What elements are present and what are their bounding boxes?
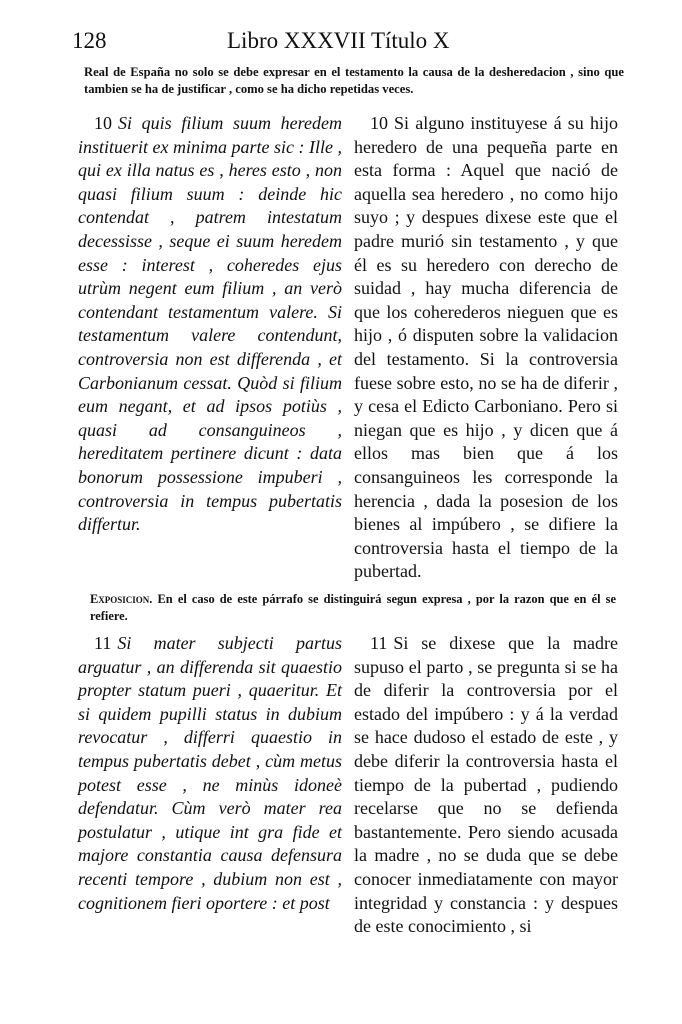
section-10-spanish-paragraph xyxy=(354,112,618,584)
page-header xyxy=(72,28,620,58)
section-10-latin-paragraph xyxy=(78,112,342,537)
section-10-number-latin: 10 xyxy=(94,113,112,133)
page-number: 128 xyxy=(72,28,107,53)
section-10-number-spanish: 10 xyxy=(370,113,388,133)
section-10-spanish-text: Si alguno instituyese á su hijo heredero de una pequeña parte en esta forma : Aquel que nació de aquella sea heredero , no como hijo suyo ; y despues dixese este que el padre murió sin testamento , y que él es su heredero con derecho de suidad , hay mucha diferencia de que los coherederos nieguen que es hijo , ó disputen sobre la validacion del testamento. Si la controversia fuese sobre esto, no se ha de diferir , y cesa el Edicto Carboniano. Pero si niegan que es hijo , y dicen que á ellos mas bien que á los consanguineos les corresponde la herencia , dada la posesion de los bienes al impúbero , se difiere la controversia hasta el tiempo de la pubertad. xyxy=(354,113,618,582)
section-10-spanish xyxy=(354,112,618,584)
exposicion-label: Exposicion. xyxy=(90,592,153,606)
running-title: Libro XXXVII Título X xyxy=(227,28,450,53)
section-11-number-latin: 11 xyxy=(94,633,112,653)
section-11-latin-paragraph xyxy=(78,632,342,915)
section-11-latin-text: Si mater subjecti partus arguatur , an differenda sit quaestio propter statum pueri , quaeritur. Et si quidem pupilli status in dubium revocatur , differri quaestio in tempus pubertatis debet , cùm metus potest esse , ne minùs idoneè defendatur. Cùm verò mater rea postulatur , utique int gra fide et majore constantia causa defensura recenti tempore , dubium non est , cognitionem fieri oportere : et post xyxy=(78,633,342,913)
section-11-spanish-text: Si se dixese que la madre supuso el parto , se pregunta si se ha de diferir la controversia por el estado del impúbero : y á la verdad se hace dudoso el estado de este , y debe diferir la controversia hasta el tiempo de la pubertad , pudiendo recelarse que no se defienda bastantemente. Pero siendo acusada la madre , no se duda que se debe conocer inmediatamente con mayor integridad y constancia : y despues de este conocimiento , si xyxy=(354,633,618,937)
section-10-latin xyxy=(78,112,342,537)
exposicion-note xyxy=(90,591,616,625)
section-11-spanish-paragraph xyxy=(354,632,618,939)
exposicion-text: En el caso de este párrafo se distinguirá segun expresa , por la razon que en él se refiere. xyxy=(90,592,616,623)
section-10-latin-text: Si quis filium suum heredem instituerit ex minima parte sic : Ille , qui ex illa natus es , heres esto , non quasi filium suum : deinde hic contendat , patrem intestatum decessisse , seque ei suum heredem esse : interest , coheredes ejus utrùm negent eum filium , an verò contendant testamentum valere. Si testamentum valere contendunt, controversia non est differenda , et Carbonianum cessat. Quòd si filium eum negant, et ad ipsos potiùs , quasi ad consanguineos , hereditatem pertinere dicunt : data bonorum possessione impuberi , controversia in tempus pubertatis differtur. xyxy=(78,113,342,535)
section-11-spanish xyxy=(354,632,618,939)
section-11-number-spanish: 11 xyxy=(370,633,388,653)
section-11-latin xyxy=(78,632,342,915)
top-note: Real de España no solo se debe expresar en el testamento la causa de la desheredacion , sino que tambien se ha de justificar , como se ha dicho repetidas veces. xyxy=(84,65,624,96)
